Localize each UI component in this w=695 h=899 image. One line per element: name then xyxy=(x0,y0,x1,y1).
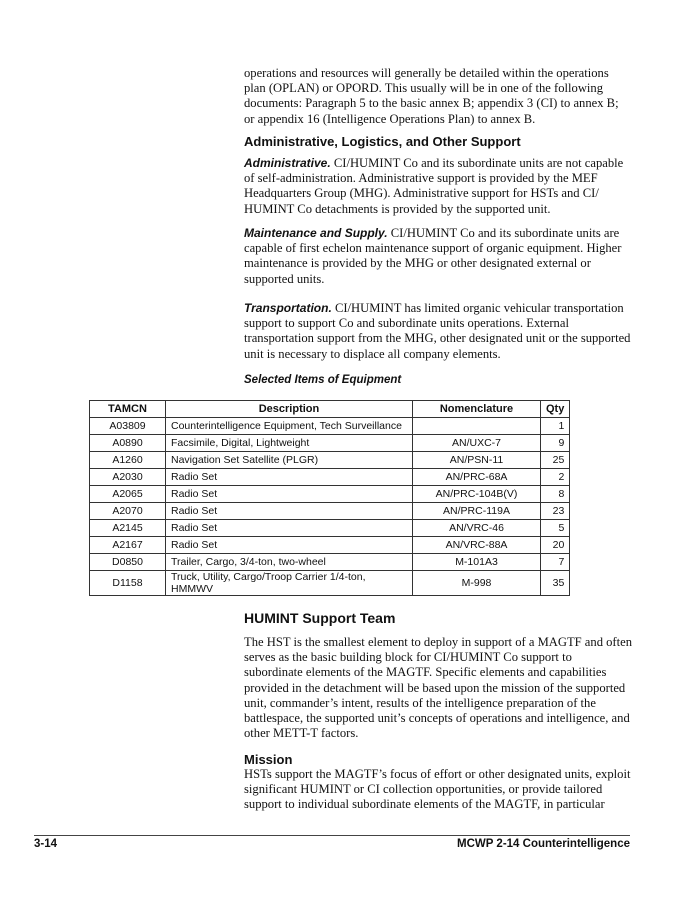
table-cell: D0850 xyxy=(90,554,166,571)
table-cell: AN/PRC-119A xyxy=(413,503,541,520)
paragraph-text: CI/HUMINT has limited organic vehicular transportation support to support Co and subordinate units operations. External transportation support from the MHG, other designated unit or the supported unit is necessary to displace all company elements. xyxy=(244,301,631,361)
table-cell: D1158 xyxy=(90,571,166,596)
hst-paragraph: The HST is the smallest element to deploy in support of a MAGTF and often serves as the basic building block for CI/HUMINT Co support to subordinate elements of the MAGTF. Specific elements and capabilities provided in the detachment will be based upon the mission of the supported unit, commander’s intent, results of the intelligence preparation of the battlespace, the supported unit’s concepts of operations and intelligence, and other METT-T factors. xyxy=(244,635,633,741)
table-cell: Truck, Utility, Cargo/Troop Carrier 1/4-ton, HMMWV xyxy=(166,571,413,596)
table-row xyxy=(90,537,570,554)
table-cell: A03809 xyxy=(90,418,166,435)
table-cell: AN/VRC-88A xyxy=(413,537,541,554)
table-cell: AN/PSN-11 xyxy=(413,452,541,469)
table-cell: 5 xyxy=(541,520,570,537)
table-row xyxy=(90,554,570,571)
table-cell: Trailer, Cargo, 3/4-ton, two-wheel xyxy=(166,554,413,571)
table-row xyxy=(90,452,570,469)
table-cell: M-101A3 xyxy=(413,554,541,571)
table-row xyxy=(90,469,570,486)
table-cell: A2065 xyxy=(90,486,166,503)
table-cell: Radio Set xyxy=(166,503,413,520)
paragraph-lead: Transportation. xyxy=(244,301,332,315)
table-cell: AN/UXC-7 xyxy=(413,435,541,452)
table-row xyxy=(90,503,570,520)
paragraph-text: CI/HUMINT Co and its subordinate units are not capable of self-administration. Administrative support is provided by the MEF Headquarters Group (MHG). Administrative support for HSTs and CI/ HUMINT Co detachments is provided by the supported unit. xyxy=(244,156,624,216)
table-row xyxy=(90,571,570,596)
maintenance-paragraph xyxy=(244,226,644,287)
table-cell: A2070 xyxy=(90,503,166,520)
equipment-table xyxy=(89,400,570,596)
table-cell: A2167 xyxy=(90,537,166,554)
table-cell: 35 xyxy=(541,571,570,596)
table-header-row xyxy=(90,401,570,418)
table-row xyxy=(90,418,570,435)
publication-title: MCWP 2-14 Counterintelligence xyxy=(457,838,630,850)
column-header: Qty xyxy=(541,401,570,418)
table-cell: 1 xyxy=(541,418,570,435)
table-cell: Counterintelligence Equipment, Tech Surveillance xyxy=(166,418,413,435)
table-cell: A1260 xyxy=(90,452,166,469)
paragraph-text: CI/HUMINT Co and its subordinate units are capable of first echelon maintenance support of organic equipment. Higher maintenance is provided by the MHG or other designated external or supported units. xyxy=(244,226,622,286)
table-row xyxy=(90,520,570,537)
paragraph-lead: Maintenance and Supply. xyxy=(244,226,388,240)
table-cell: Facsimile, Digital, Lightweight xyxy=(166,435,413,452)
section-heading-admin-logistics: Administrative, Logistics, and Other Support xyxy=(244,134,521,149)
footer-rule xyxy=(34,835,630,836)
column-header: Nomenclature xyxy=(413,401,541,418)
table-caption: Selected Items of Equipment xyxy=(244,374,402,386)
table-cell: 25 xyxy=(541,452,570,469)
table-cell: A2145 xyxy=(90,520,166,537)
table-cell: AN/PRC-68A xyxy=(413,469,541,486)
table-cell: A2030 xyxy=(90,469,166,486)
intro-paragraph: operations and resources will generally be detailed within the operations plan (OPLAN) or OPORD. This usually will be in one of the following documents: Paragraph 5 to the basic annex B; appendix 3 (CI) to annex B; or appendix 16 (Intelligence Operations Plan) to annex B. xyxy=(244,66,619,126)
transportation-paragraph xyxy=(244,301,644,362)
table-cell: Radio Set xyxy=(166,520,413,537)
table-cell xyxy=(413,418,541,435)
table-cell: 7 xyxy=(541,554,570,571)
table-cell: Radio Set xyxy=(166,486,413,503)
table-row xyxy=(90,435,570,452)
mission-paragraph: HSTs support the MAGTF’s focus of effort or other designated units, exploit significant HUMINT or CI collection opportunities, or provide tailored support to individual subordinate elements of the MAGTF, in particular xyxy=(244,767,631,812)
administrative-paragraph xyxy=(244,156,644,217)
section-heading-hst: HUMINT Support Team xyxy=(244,610,396,626)
table-cell: 9 xyxy=(541,435,570,452)
table-cell: A0890 xyxy=(90,435,166,452)
table-cell: Radio Set xyxy=(166,469,413,486)
page-number: 3-14 xyxy=(34,838,58,850)
table-cell: 20 xyxy=(541,537,570,554)
table-cell: Navigation Set Satellite (PLGR) xyxy=(166,452,413,469)
table-cell: Radio Set xyxy=(166,537,413,554)
table-cell: 2 xyxy=(541,469,570,486)
table-cell: M-998 xyxy=(413,571,541,596)
column-header: Description xyxy=(166,401,413,418)
table-row xyxy=(90,486,570,503)
table-cell: AN/PRC-104B(V) xyxy=(413,486,541,503)
table-cell: 23 xyxy=(541,503,570,520)
table-cell: AN/VRC-46 xyxy=(413,520,541,537)
column-header: TAMCN xyxy=(90,401,166,418)
table-cell: 8 xyxy=(541,486,570,503)
mission-heading: Mission xyxy=(244,752,293,767)
paragraph-lead: Administrative. xyxy=(244,156,331,170)
